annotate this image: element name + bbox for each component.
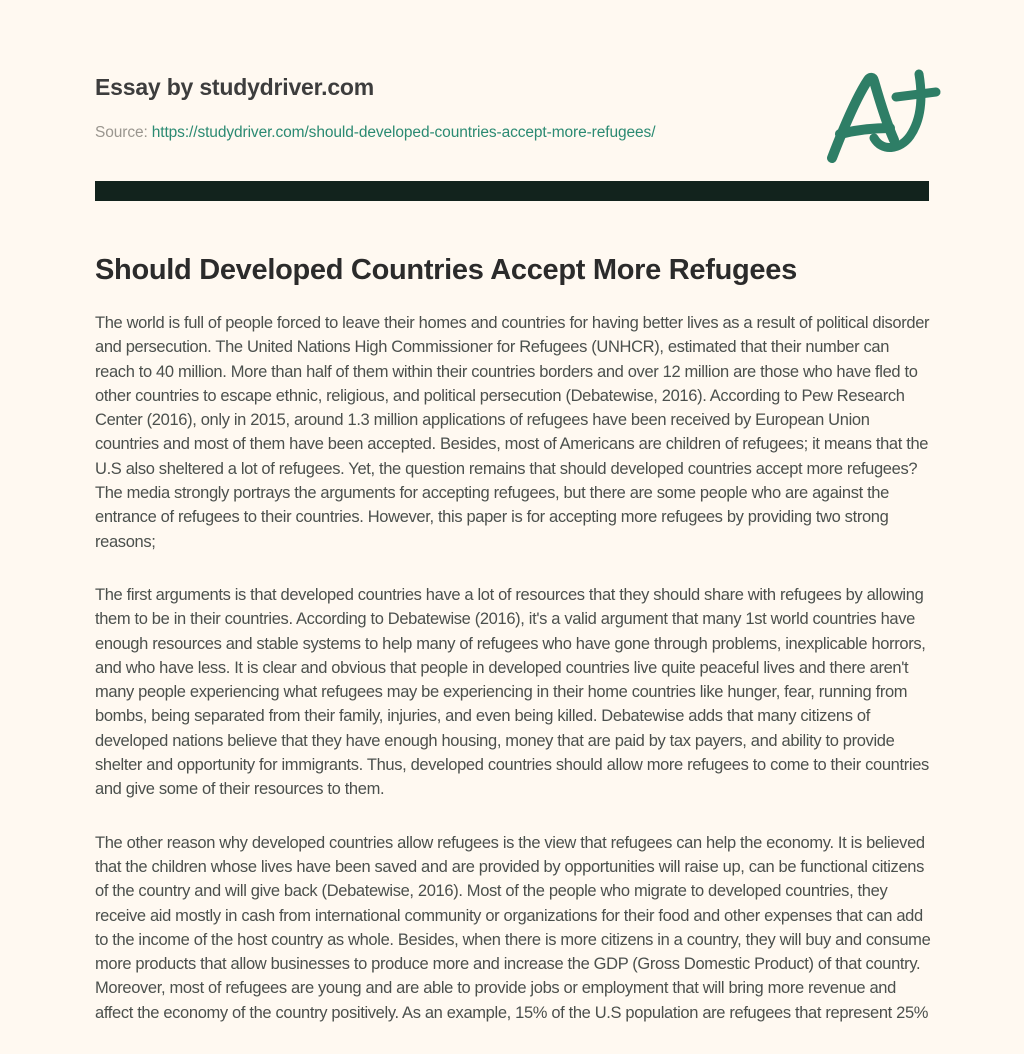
divider-bar xyxy=(95,181,929,201)
page-title: Essay by studydriver.com xyxy=(95,74,375,100)
source-link[interactable]: https://studydriver.com/should-developed-countries-accept-more-refugees/ xyxy=(151,124,656,141)
source-label: Source: xyxy=(95,124,148,141)
essay-paragraph-1: The world is full of people forced to leave their homes and countries for having better lives as a result of political disorder and persecution. The United Nations High Commissioner for Refugees (UNHCR), estimated that their number can reach to 40 million. More than half of them within their countries borders and over 12 million are those who have fled to other countries to escape ethnic, religious, and political persecution (Debatewise, 2016). According to Pew Research Center (2016), only in 2015, around 1.3 million applications of refugees have been received by European Union countries and most of them have been accepted. Besides, most of Americans are children of refugees; it means that the U.S also sheltered a lot of refugees. Yet, the question remains that should developed countries accept more refugees? The media strongly portrays the arguments for accepting refugees, but there are some people who are against the entrance of refugees to their countries. However, this paper is for accepting more refugees by providing two strong reasons; xyxy=(95,314,930,551)
essay-paragraph-3: The other reason why developed countries allow refugees is the view that refugees can help the economy. It is believed that the children whose lives have been saved and are provided by opportunities will raise up, can be functional citizens of the country and will give back (Debatewise, 2016). Most of the people who migrate to developed countries, they receive aid mostly in cash from international community or organizations for their food and other expenses that can add to the income of the host country as whole. Besides, when there is more citizens in a country, they will buy and consume more products that allow businesses to produce more and increase the GDP (Gross Domestic Product) of that country. Moreover, most of refugees are young and are able to provide jobs or employment that will bring more revenue and affect the economy of the country positively. As an example, 15% of the U.S population are refugees that represent 25% xyxy=(95,833,931,1022)
studydriver-a-plus-logo-icon xyxy=(818,64,942,166)
essay-title: Should Developed Countries Accept More Refugees xyxy=(95,254,797,286)
source-line xyxy=(95,124,655,142)
essay-paragraph-2: The first arguments is that developed countries have a lot of resources that they should share with refugees by allowing them to be in their countries. According to Debatewise (2016), it's a valid argument that many 1st world countries have enough resources and stable systems to help many of refugees who have gone through problems, inexplicable horrors, and who have less. It is clear and obvious that people in developed countries live quite peaceful lives and there aren't many people experiencing what refugees may be experiencing in their home countries like hunger, fear, running from bombs, being separated from their family, injuries, and even being killed. Debatewise adds that many citizens of developed nations believe that they have enough housing, money that are paid by tax payers, and ability to provide shelter and opportunity for immigrants. Thus, developed countries should allow more refugees to come to their countries and give some of their resources to them. xyxy=(95,585,929,799)
essay-body xyxy=(95,311,931,1054)
